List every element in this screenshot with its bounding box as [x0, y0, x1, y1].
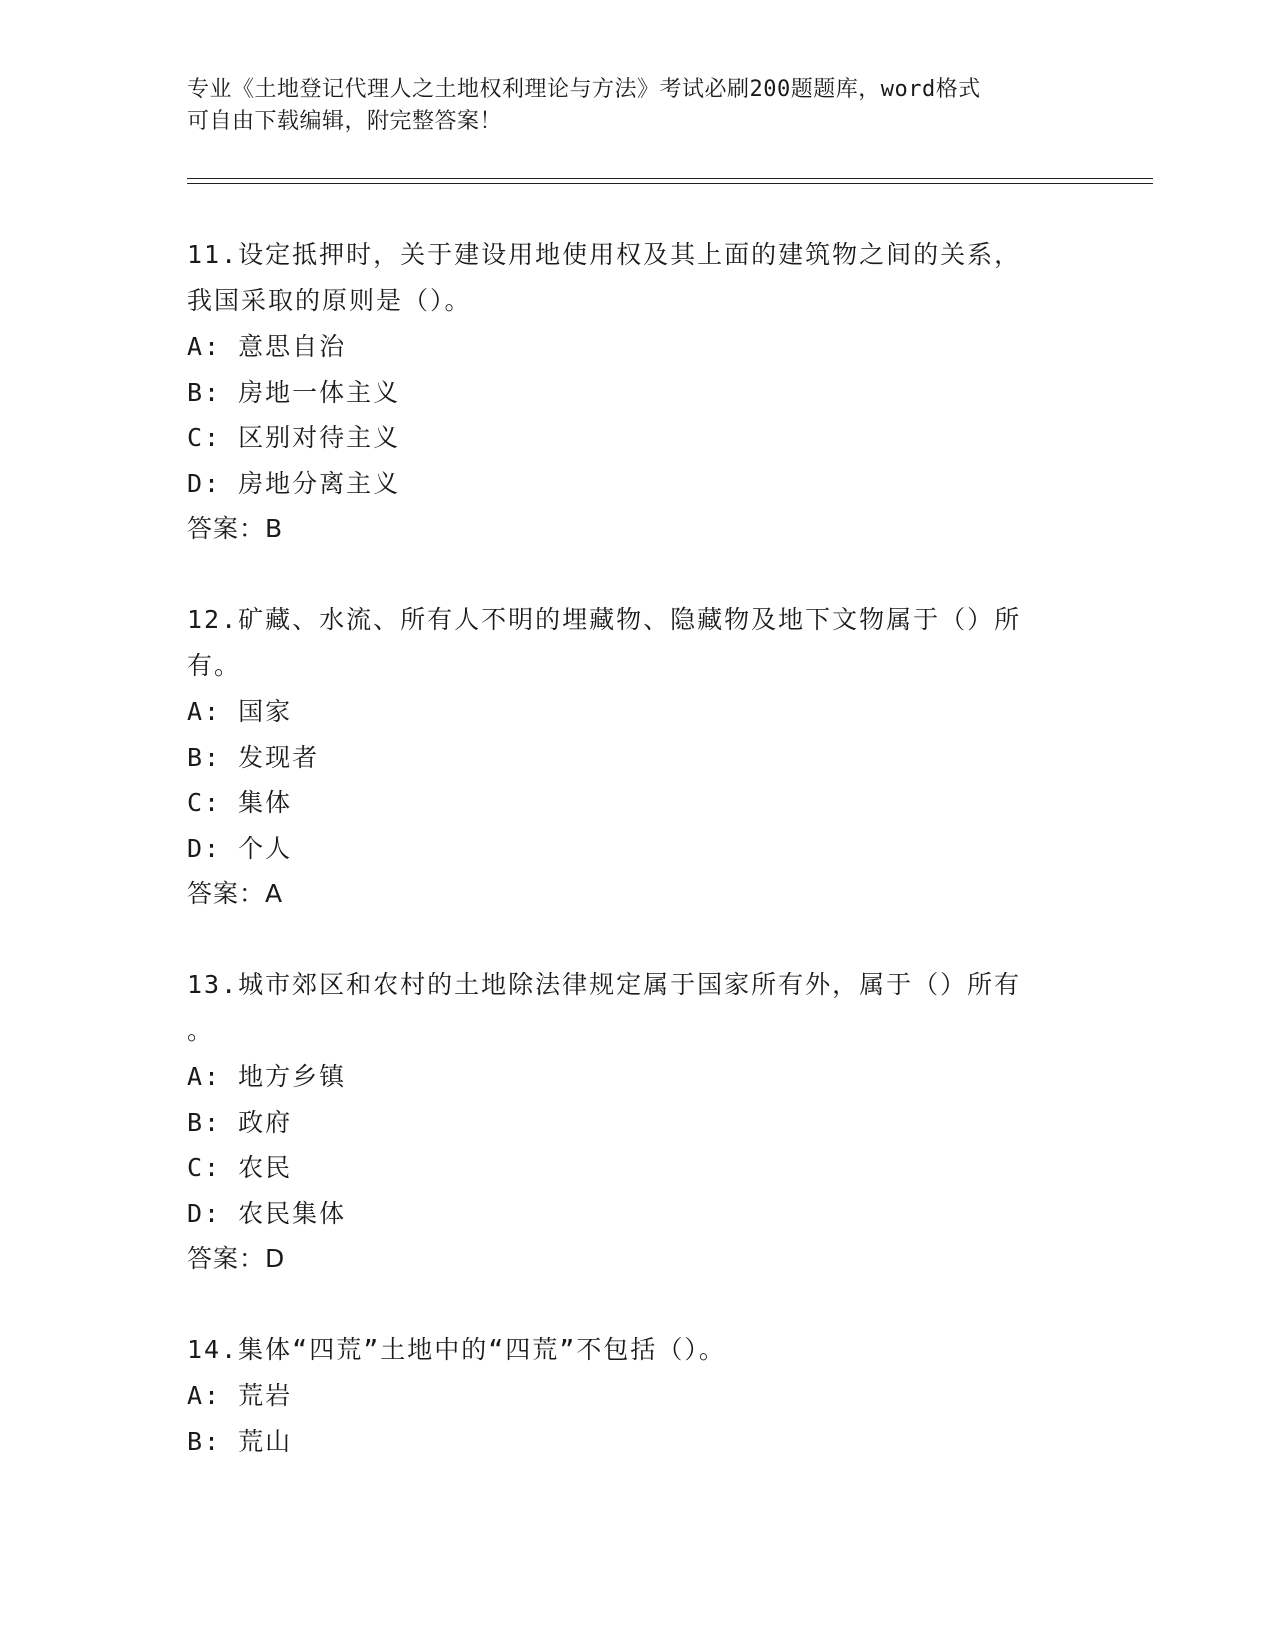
option-b: B: 发现者 — [187, 742, 320, 772]
option-c: C: 农民 — [187, 1153, 293, 1182]
question-stem — [187, 597, 1087, 689]
question-13 — [187, 962, 1087, 1282]
stem-line: 14.集体“四荒”土地中的“四荒”不包括（）。 — [187, 1335, 726, 1364]
header-divider-top — [187, 178, 1153, 179]
answer-label: 答案：B — [187, 514, 284, 543]
option-c: C: 区别对待主义 — [187, 423, 401, 452]
question-11 — [187, 232, 1087, 552]
option-d: D: 房地分离主义 — [187, 468, 401, 498]
question-stem — [187, 232, 1087, 324]
header-line-2: 可自由下载编辑，附完整答案！ — [187, 109, 503, 134]
stem-line: 。 — [187, 1016, 215, 1045]
question-stem — [187, 962, 1087, 1054]
option-a: A: 意思自治 — [187, 332, 347, 361]
answer-label: 答案：D — [187, 1244, 286, 1273]
stem-line: 12.矿藏、水流、所有人不明的埋藏物、隐藏物及地下文物属于（）所 — [187, 605, 1022, 634]
question-14 — [187, 1327, 1087, 1464]
option-a: A: 地方乡镇 — [187, 1062, 347, 1091]
option-b: B: 荒山 — [187, 1426, 293, 1456]
answer-label: 答案：A — [187, 879, 284, 908]
question-list — [187, 232, 1087, 1509]
option-a: A: 国家 — [187, 697, 293, 726]
header-divider-bottom — [187, 183, 1153, 184]
stem-line: 13.城市郊区和农村的土地除法律规定属于国家所有外，属于（）所有 — [187, 970, 1022, 999]
option-a: A: 荒岩 — [187, 1381, 293, 1410]
option-b: B: 政府 — [187, 1107, 293, 1137]
option-d: D: 农民集体 — [187, 1198, 347, 1228]
document-header — [187, 74, 1087, 138]
option-b: B: 房地一体主义 — [187, 377, 401, 407]
stem-line: 有。 — [187, 651, 242, 680]
question-12 — [187, 597, 1087, 917]
header-line-1: 专业《土地登记代理人之土地权利理论与方法》考试必刷200题题库，word格式 — [187, 77, 981, 102]
stem-line: 我国采取的原则是（）。 — [187, 286, 472, 315]
option-d: D: 个人 — [187, 833, 293, 863]
option-c: C: 集体 — [187, 788, 293, 817]
question-stem — [187, 1327, 1087, 1373]
stem-line: 11.设定抵押时，关于建设用地使用权及其上面的建筑物之间的关系， — [187, 240, 1022, 269]
